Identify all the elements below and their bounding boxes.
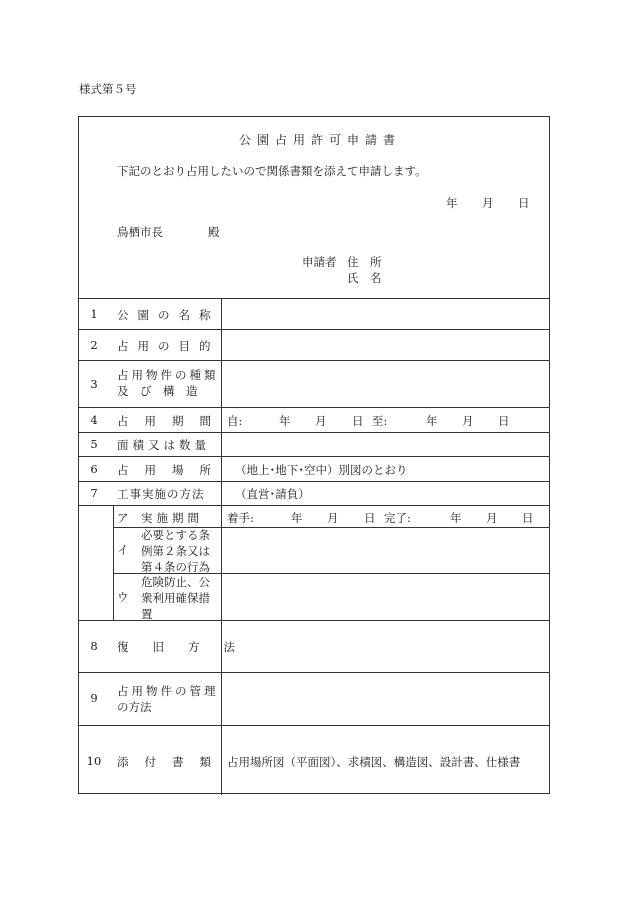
row-label-purpose: 占用の目的 (117, 339, 220, 353)
period-from-year: 年 (279, 414, 291, 428)
period-from-label: 自: (227, 414, 243, 428)
period-from-day: 日 (352, 414, 364, 428)
row-label-construction-method: 工事実施の方法 (117, 487, 205, 501)
application-form (78, 116, 550, 794)
rule (79, 481, 549, 482)
form-title: 公園占用許可申請書 (239, 133, 402, 147)
period-from-month: 月 (315, 414, 327, 428)
column-divider (113, 505, 114, 620)
rule (79, 432, 549, 433)
column-divider (221, 298, 222, 795)
row-number: 10 (86, 754, 102, 768)
rule (79, 407, 549, 408)
subrow-mark-u: ウ (117, 590, 129, 604)
row-number: 1 (90, 307, 98, 321)
label-line: 置 (141, 607, 153, 621)
label-line: 及 び 構 造 (117, 384, 198, 398)
date-year-label: 年 (446, 196, 458, 210)
row-number: 2 (90, 338, 98, 352)
implementation-start-month: 月 (327, 511, 339, 525)
rule (79, 672, 549, 673)
period-to-label: 至: (372, 414, 388, 428)
label-text: 公園の名称 (117, 308, 220, 322)
row-label-management (117, 683, 219, 715)
row-label-object-type (117, 367, 219, 399)
purpose-value[interactable] (227, 338, 545, 354)
row-label-location: 占用場所 (117, 463, 227, 477)
period-to-year: 年 (426, 414, 438, 428)
row-label-area: 面積又は数量 (117, 438, 210, 452)
form-number: 様式第５号 (79, 82, 137, 96)
park-name-value[interactable] (227, 307, 545, 323)
honorific: 殿 (208, 225, 220, 239)
label-line: 危険防止、公 (141, 575, 210, 589)
implementation-end-year: 年 (450, 511, 462, 525)
row-number: 3 (90, 377, 98, 391)
row-label-park-name (117, 307, 220, 323)
construction-method-value: （直営･請負） (235, 487, 310, 501)
label-line: 占用物件の管理 (117, 684, 219, 698)
rule (79, 725, 549, 726)
row-number: 5 (90, 437, 98, 451)
row-number: 4 (90, 413, 98, 427)
period-to-day: 日 (498, 414, 510, 428)
label-line: 必要とする条 (141, 528, 210, 542)
row-label-restoration: 復旧方法 (117, 640, 259, 654)
implementation-start-year: 年 (291, 511, 303, 525)
restoration-value[interactable] (227, 639, 545, 655)
label-line: 例第２条又は (141, 544, 210, 558)
period-to-month: 月 (462, 414, 474, 428)
subrow-label-implementation-period: 実施期間 (141, 511, 203, 525)
rule (79, 505, 549, 506)
row-label-period: 占用期間 (117, 414, 227, 428)
implementation-start-label: 着手: (227, 511, 254, 525)
row-number: 8 (90, 639, 98, 653)
area-value[interactable] (227, 437, 545, 453)
addressee: 鳥栖市長 (117, 225, 163, 239)
label-line: 衆利用確保措 (141, 591, 210, 605)
label-line: 占用物件の種類 (117, 368, 219, 382)
implementation-end-label: 完了: (384, 511, 411, 525)
object-type-value[interactable] (227, 375, 545, 391)
row-number: 7 (90, 486, 98, 500)
subrow-mark-i: イ (117, 543, 129, 557)
management-value[interactable] (227, 691, 545, 707)
label-line: 第４条の行為 (141, 560, 210, 574)
name-label: 氏 名 (347, 271, 382, 285)
implementation-start-day: 日 (364, 511, 376, 525)
implementation-end-day: 日 (522, 511, 534, 525)
date-day-label: 日 (518, 196, 530, 210)
applicant-label: 申請者 (302, 255, 337, 269)
row-label-attachments: 添付書類 (117, 755, 227, 769)
row-number: 9 (90, 691, 98, 705)
label-line: の方法 (117, 700, 152, 714)
rule (79, 456, 549, 457)
implementation-end-month: 月 (486, 511, 498, 525)
rule (79, 329, 549, 330)
row-number: 6 (90, 462, 98, 476)
subrow-label-safety-measures (141, 574, 210, 622)
intro-text: 下記のとおり占用したいので関係書類を添えて申請します。 (117, 164, 427, 178)
subrow-label-ordinance-act (141, 527, 210, 575)
attachments-value: 占用場所図（平面図）、求積図、構造図、設計書、仕様書 (227, 755, 521, 769)
rule (79, 360, 549, 361)
address-label: 住 所 (347, 255, 382, 269)
location-value: （地上･地下･空中）別図のとおり (235, 463, 408, 477)
rule (79, 298, 549, 299)
subrow-mark-a: ア (117, 511, 129, 525)
date-month-label: 月 (482, 196, 494, 210)
